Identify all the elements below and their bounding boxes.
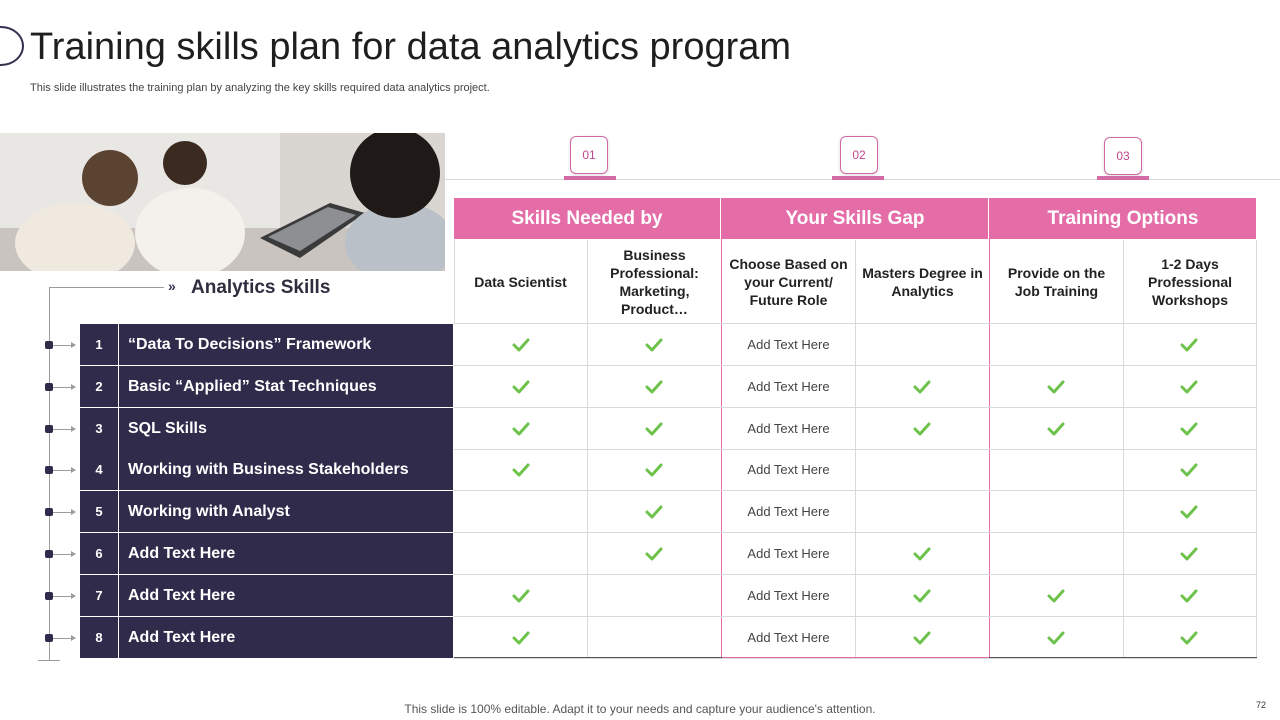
row-connector	[53, 512, 73, 513]
checkmark-icon	[1180, 589, 1198, 603]
row-number: 1	[80, 324, 118, 365]
row-skill-label: Add Text Here	[119, 575, 453, 616]
timeline-base	[38, 660, 60, 661]
grid-hline	[454, 323, 1257, 324]
row-connector	[53, 387, 73, 388]
row-number: 5	[80, 491, 118, 532]
row-number: 2	[80, 366, 118, 407]
arrow-right-icon	[71, 467, 76, 473]
checkmark-icon	[1180, 505, 1198, 519]
checkmark-icon	[1180, 547, 1198, 561]
row-connector	[53, 345, 73, 346]
timeline-dot	[45, 383, 53, 391]
checkmark-icon	[645, 505, 663, 519]
row-text-cell: Add Text Here	[747, 337, 830, 352]
row-text-cell: Add Text Here	[747, 379, 830, 394]
grid-hline	[454, 616, 1257, 617]
arrow-right-icon	[71, 384, 76, 390]
arrow-right-icon	[71, 635, 76, 641]
timeline-dot	[45, 425, 53, 433]
timeline-dot	[45, 508, 53, 516]
subheader-job-training: Provide on the Job Training	[1007, 265, 1106, 299]
grid-hline	[454, 490, 1257, 491]
timeline-dot	[45, 550, 53, 558]
row-connector	[53, 429, 73, 430]
step-badge-2-underline	[832, 176, 884, 180]
grid-hline	[454, 532, 1257, 533]
timeline-dot	[45, 634, 53, 642]
subheader-choose-based: Choose Based on your Current/ Future Role	[729, 256, 848, 308]
timeline-dot	[45, 592, 53, 600]
arrow-right-icon	[71, 593, 76, 599]
row-number: 4	[80, 449, 118, 490]
row-skill-label: SQL Skills	[119, 408, 453, 449]
timeline-dot	[45, 341, 53, 349]
step-badge-1-underline	[564, 176, 616, 180]
category-training-options: Training Options	[990, 198, 1256, 239]
grid-hline	[454, 658, 1257, 659]
checkmark-icon	[1180, 422, 1198, 436]
row-skill-label: Add Text Here	[119, 617, 453, 658]
subheader-masters-degree: Masters Degree in Analytics	[862, 265, 983, 299]
step-badge-3: 03	[1104, 137, 1142, 175]
checkmark-icon	[1047, 422, 1065, 436]
row-connector	[53, 596, 73, 597]
double-chevron-icon: »	[168, 278, 176, 294]
grid-hline	[454, 365, 1257, 366]
row-text-cell: Add Text Here	[747, 546, 830, 561]
checkmark-icon	[913, 547, 931, 561]
row-connector	[53, 554, 73, 555]
row-text-cell: Add Text Here	[747, 588, 830, 603]
checkmark-icon	[1180, 380, 1198, 394]
step-badge-3-underline	[1097, 176, 1149, 180]
checkmark-icon	[645, 338, 663, 352]
arrow-right-icon	[71, 551, 76, 557]
arrow-right-icon	[71, 509, 76, 515]
checkmark-icon	[1047, 589, 1065, 603]
row-skill-label: Working with Business Stakeholders	[119, 449, 453, 490]
team-meeting-photo	[0, 133, 445, 271]
grid-hline	[454, 574, 1257, 575]
checkmark-icon	[512, 631, 530, 645]
timeline-dot	[45, 466, 53, 474]
checkmark-icon	[512, 380, 530, 394]
step-badge-2: 02	[840, 136, 878, 174]
row-skill-label: Add Text Here	[119, 533, 453, 574]
row-connector	[53, 638, 73, 639]
row-text-cell: Add Text Here	[747, 504, 830, 519]
checkmark-icon	[1180, 463, 1198, 477]
row-text-cell: Add Text Here	[747, 630, 830, 645]
page-subtitle: This slide illustrates the training plan by analyzing the key skills required data analytics project.	[30, 82, 490, 94]
arrow-right-icon	[71, 426, 76, 432]
heading-connector	[49, 287, 164, 288]
row-skill-label: Working with Analyst	[119, 491, 453, 532]
row-text-cell: Add Text Here	[747, 421, 830, 436]
checkmark-icon	[645, 547, 663, 561]
checkmark-icon	[1047, 380, 1065, 394]
category-skills-needed: Skills Needed by	[454, 198, 720, 239]
checkmark-icon	[645, 380, 663, 394]
footer-note: This slide is 100% editable. Adapt it to your needs and capture your audience's attention.	[404, 702, 876, 716]
checkmark-icon	[512, 589, 530, 603]
title-decoration-circle	[0, 26, 24, 66]
row-skill-label: Basic “Applied” Stat Techniques	[119, 366, 453, 407]
row-number: 3	[80, 408, 118, 449]
arrow-right-icon	[71, 342, 76, 348]
grid-vline	[454, 240, 455, 323]
checkmark-icon	[913, 589, 931, 603]
page-number: 72	[1256, 700, 1267, 710]
checkmark-icon	[645, 422, 663, 436]
checkmark-icon	[645, 463, 663, 477]
subheader-workshops: 1-2 Days Professional Workshops	[1147, 256, 1233, 308]
grid-vline	[989, 198, 990, 658]
subheader-data-scientist: Data Scientist	[474, 274, 567, 290]
row-number: 8	[80, 617, 118, 658]
checkmark-icon	[913, 631, 931, 645]
subheader-business-professional: Business Professional: Marketing, Product…	[610, 247, 699, 317]
category-skills-gap: Your Skills Gap	[722, 198, 988, 239]
step-badge-1: 01	[570, 136, 608, 174]
checkmark-icon	[1180, 631, 1198, 645]
row-skill-label: “Data To Decisions” Framework	[119, 324, 453, 365]
row-connector	[53, 470, 73, 471]
checkmark-icon	[1047, 631, 1065, 645]
page-title: Training skills plan for data analytics program	[30, 26, 792, 68]
grid-hline	[454, 407, 1257, 408]
checkmark-icon	[512, 338, 530, 352]
row-number: 6	[80, 533, 118, 574]
analytics-skills-heading: Analytics Skills	[191, 277, 331, 298]
checkmark-icon	[1180, 338, 1198, 352]
row-text-cell: Add Text Here	[747, 462, 830, 477]
checkmark-icon	[913, 422, 931, 436]
checkmark-icon	[512, 463, 530, 477]
checkmark-icon	[913, 380, 931, 394]
grid-hline	[454, 449, 1257, 450]
row-number: 7	[80, 575, 118, 616]
checkmark-icon	[512, 422, 530, 436]
